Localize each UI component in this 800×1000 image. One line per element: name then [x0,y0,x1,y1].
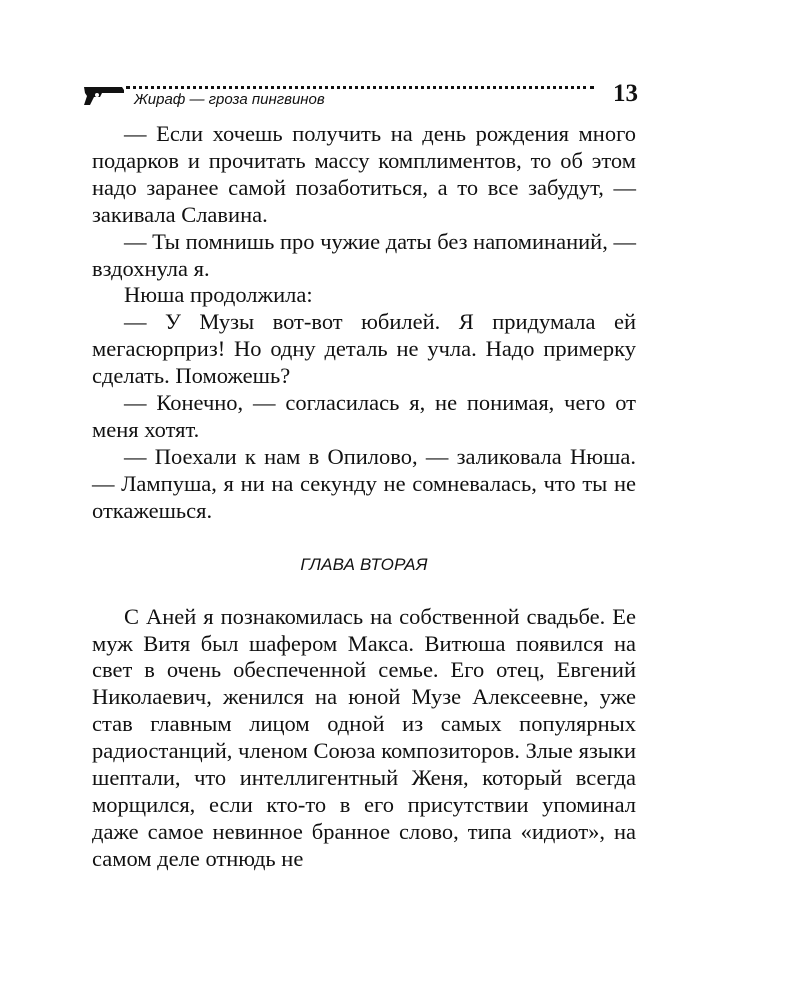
page-number: 13 [613,80,638,107]
body-text [92,121,636,873]
paragraph: С Аней я познакомилась на собственной свадьбе. Ее муж Витя был шафером Макса. Витюша появился на свет в очень обеспеченной семье. Его отец, Евгений Николаевич, женился на юной Музе Алексеевне, уже став главным лицом одной из самых популярных радиостанций, членом Союза композиторов. Злые языки шептали, что интеллигентный Женя, который всегда морщился, если кто-то в его присутствии упоминал даже самое невинное бранное слово, типа «идиот», на самом деле отнюдь не [92,603,636,871]
revolver-icon [82,84,126,106]
paragraph: Нюша продолжила: [124,282,313,308]
paragraph: — Ты помнишь про чужие даты без напоминаний, — вздохнула я. [92,228,636,281]
paragraph: — Поехали к нам в Опилово, — заликовала Нюша. — Лампуша, я ни на секунду не сомневалась, что ты не откажешься. [92,443,636,523]
paragraph: — Конечно, — согласилась я, не понимая, чего от меня хотят. [92,390,636,442]
paragraph: — У Музы вот-вот юбилей. Я придумала ей мегасюрприз! Но одну деталь не учла. Надо примерку сделать. Поможешь? [92,309,636,389]
chapter-heading: ГЛАВА ВТОРАЯ [300,554,428,574]
running-header [82,80,638,110]
book-title: Жираф — гроза пингвинов [134,91,325,108]
dotted-rule [126,86,594,89]
paragraph: — Если хочешь получить на день рождения много подарков и прочитать массу комплиментов, то об этом надо заранее самой позаботиться, а то все забудут, — закивала Славина. [92,121,636,227]
